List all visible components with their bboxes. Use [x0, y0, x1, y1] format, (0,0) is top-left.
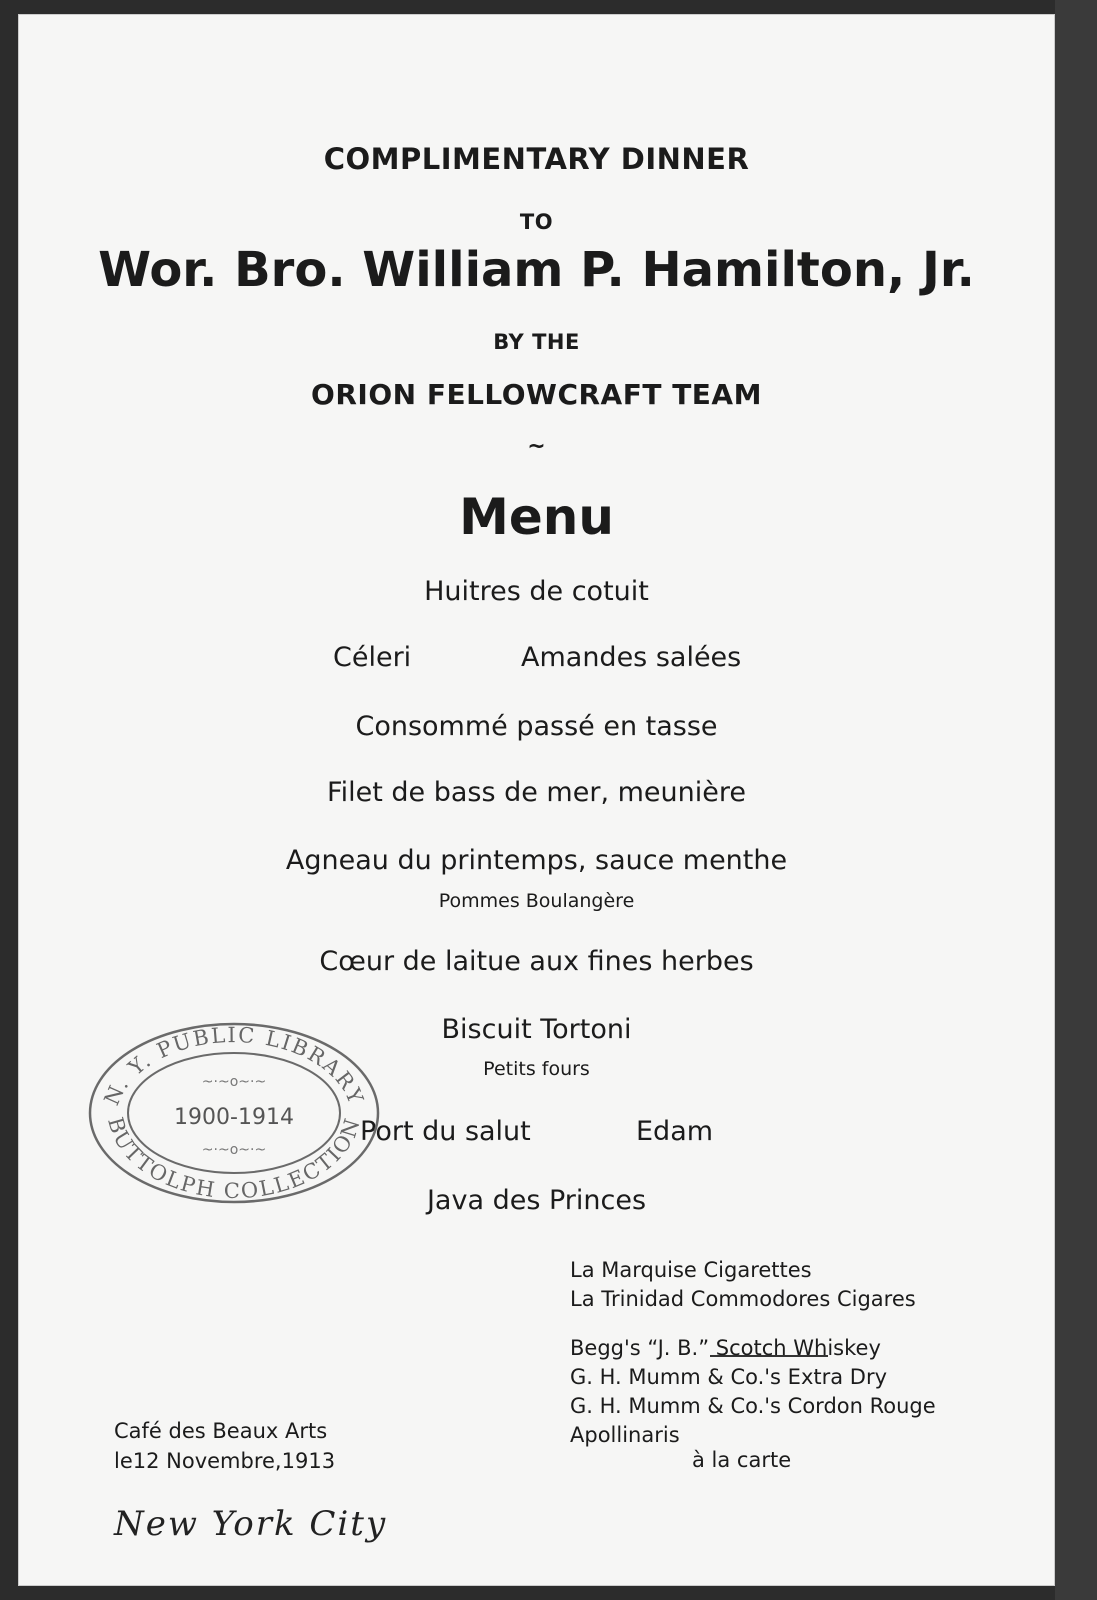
stamp-bottom-text: BUTTOLPH COLLECTION [103, 1114, 366, 1204]
smokes-list [570, 1256, 916, 1314]
honoree-name: Wor. Bro. William P. Hamilton, Jr. [98, 242, 975, 298]
drink-item: Apollinaris [570, 1423, 680, 1447]
event-date: le12 Novembre,1913 [114, 1449, 336, 1473]
course-almonds: Amandes salées [521, 642, 742, 673]
course-tortoni: Biscuit Tortoni [441, 1014, 632, 1045]
heading-dinner: COMPLIMENTARY DINNER [323, 142, 750, 176]
heading-to: TO [519, 210, 554, 234]
stamp-top-text: N. Y. PUBLIC LIBRARY [99, 1022, 369, 1109]
library-stamp [86, 1020, 382, 1206]
drink-item: Begg's “J. B.” Scotch Whiskey [570, 1336, 881, 1360]
stamp-years: 1900-1914 [174, 1105, 294, 1130]
course-consomme: Consommé passé en tasse [355, 711, 718, 742]
course-potatoes: Pommes Boulangère [438, 890, 635, 912]
course-edam: Edam [636, 1116, 714, 1147]
heading-by: BY THE [493, 330, 580, 354]
smoke-item: La Trinidad Commodores Cigares [570, 1287, 916, 1311]
heading-team: ORION FELLOWCRAFT TEAM [311, 378, 762, 411]
course-bass: Filet de bass de mer, meunière [327, 777, 746, 808]
menu-card [18, 14, 1055, 1586]
venue: Café des Beaux Arts [114, 1419, 328, 1443]
drink-item: G. H. Mumm & Co.'s Cordon Rouge [570, 1394, 936, 1418]
course-lamb: Agneau du printemps, sauce menthe [285, 845, 788, 876]
course-port-du-salut: Port du salut [360, 1116, 531, 1147]
course-java: Java des Princes [426, 1185, 647, 1216]
menu-title: Menu [459, 488, 614, 546]
stamp-flourish: ~·~o~·~ [201, 1142, 267, 1158]
handwritten-location: New York City [114, 1504, 388, 1544]
background-edge [1055, 0, 1097, 1600]
drink-item: G. H. Mumm & Co.'s Extra Dry [570, 1365, 888, 1389]
a-la-carte: à la carte [692, 1448, 792, 1472]
drinks-list [570, 1334, 936, 1450]
course-petits-fours: Petits fours [483, 1058, 590, 1080]
course-lettuce: Cœur de laitue aux fines herbes [319, 946, 754, 977]
course-oysters: Huitres de cotuit [424, 576, 649, 607]
course-celery: Céleri [333, 642, 412, 673]
stamp-flourish: ~·~o~·~ [201, 1074, 267, 1090]
ornament: ~ [527, 434, 546, 459]
smoke-item: La Marquise Cigarettes [570, 1258, 812, 1282]
